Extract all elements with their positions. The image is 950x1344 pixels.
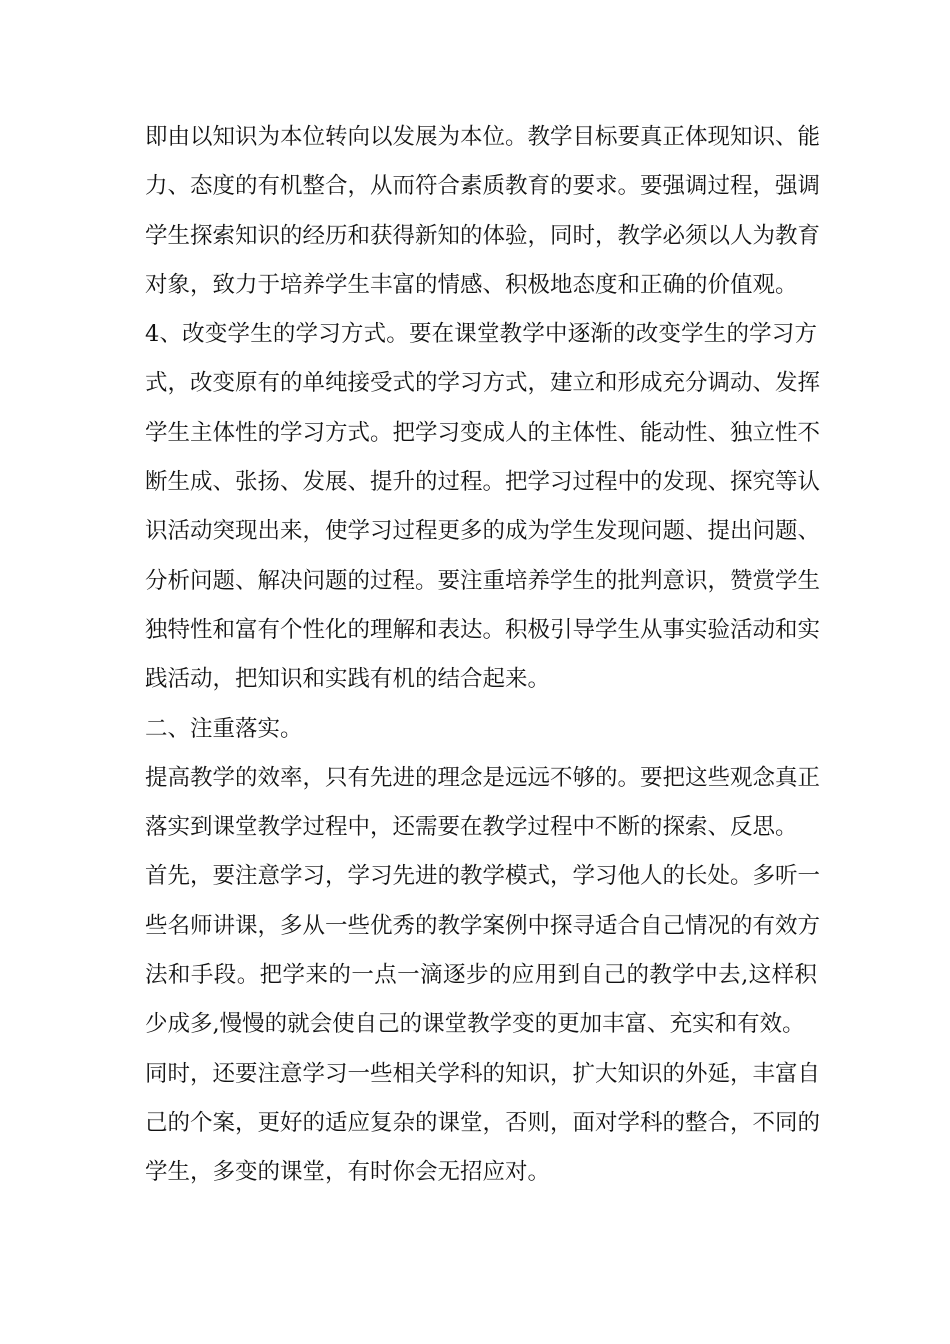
text-line: 力、态度的有机整合，从而符合素质教育的要求。要强调过程，强调 [145,173,821,200]
text-line: 对象，致力于培养学生丰富的情感、积极地态度和正确的价值观。 [145,271,798,298]
text-line: 学生，多变的课堂，有时你会无招应对。 [145,1159,551,1186]
body-text [145,113,821,1198]
text-line: 学生探索知识的经历和获得新知的体验，同时，教学必须以人为教育 [145,222,821,249]
text-line: 些名师讲课，多从一些优秀的教学案例中探寻适合自己情况的有效方 [145,912,821,939]
text-line: 首先，要注意学习，学习先进的教学模式，学习他人的长处。多听一 [145,863,821,890]
text-line: 式，改变原有的单纯接受式的学习方式，建立和形成充分调动、发挥 [145,370,821,397]
text-line: 学生主体性的学习方式。把学习变成人的主体性、能动性、独立性不 [145,419,821,446]
text-line: 践活动，把知识和实践有机的结合起来。 [145,666,551,693]
text-line: 法和手段。把学来的一点一滴逐步的应用到自己的教学中去,这样积 [145,962,817,989]
text-line: 独特性和富有个性化的理解和表达。积极引导学生从事实验活动和实 [145,616,821,643]
text-line: 断生成、张扬、发展、提升的过程。把学习过程中的发现、探究等认 [145,469,821,496]
text-line: 即由以知识为本位转向以发展为本位。教学目标要真正体现知识、能 [145,124,821,150]
text-line: 同时，还要注意学习一些相关学科的知识，扩大知识的外延，丰富自 [145,1060,821,1087]
text-line: 落实到课堂教学过程中，还需要在教学过程中不断的探索、反思。 [145,814,798,841]
section-heading: 二、注重落实。 [145,715,303,742]
text-line: 分析问题、解决问题的过程。要注重培养学生的批判意识，赞赏学生 [145,567,821,594]
text-line: 己的个案，更好的适应复杂的课堂，否则，面对学科的整合，不同的 [145,1109,821,1136]
text-line: 少成多,慢慢的就会使自己的课堂教学变的更加丰富、充实和有效。 [145,1011,805,1038]
text-line: 4、改变学生的学习方式。要在课堂教学中逐渐的改变学生的学习方 [145,321,817,348]
text-line: 提高教学的效率，只有先进的理念是远远不够的。要把这些观念真正 [145,764,821,791]
text-line: 识活动突现出来，使学习过程更多的成为学生发现问题、提出问题、 [145,518,821,545]
